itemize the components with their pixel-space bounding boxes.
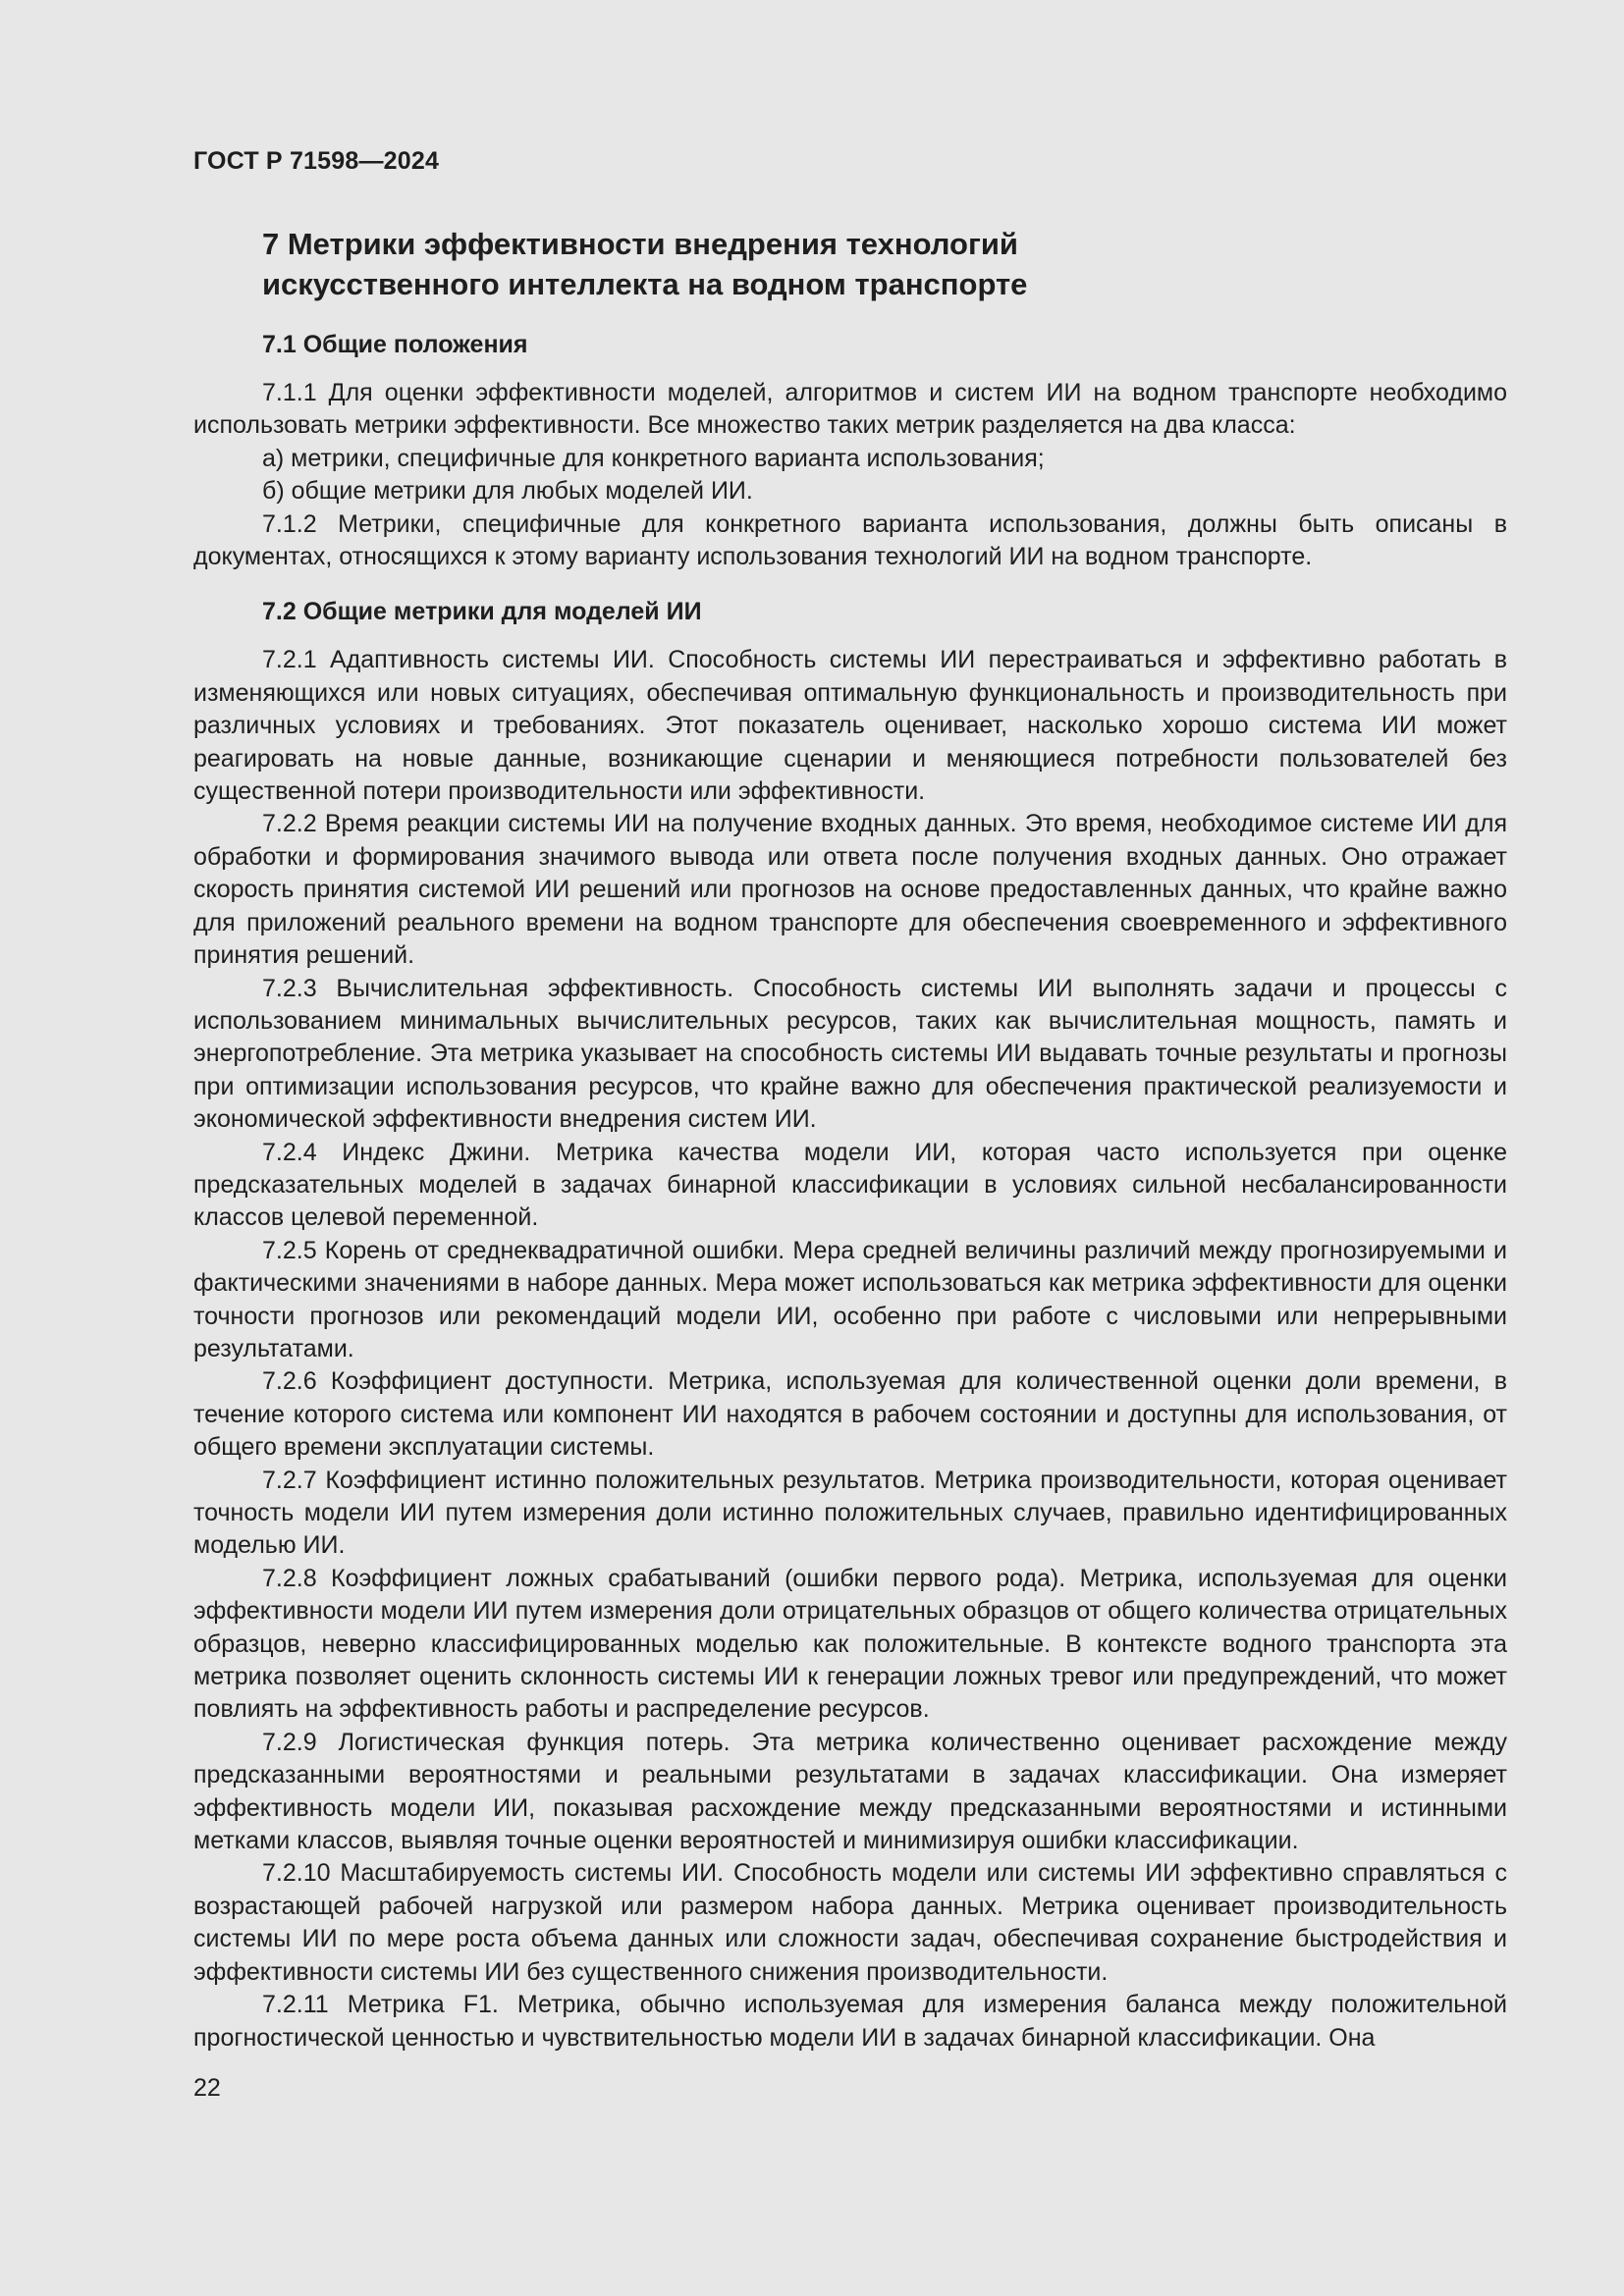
paragraph-7-2-7: 7.2.7 Коэффициент истинно положительных результатов. Метрика производительности, которая оценивает точность модели ИИ путем измерения доли истинно положительных случаев, правильно идентифицированных моделью ИИ. bbox=[193, 1466, 1507, 1560]
paragraph-7-2-10: 7.2.10 Масштабируемость системы ИИ. Способность модели или системы ИИ эффективно справляться с возрастающей рабочей нагрузкой или размером набора данных. Метрика оценивает производительность системы ИИ по мере роста объема данных или сложности задач, обеспечивая сохранение быстродействия и эффективности системы ИИ без существенного снижения производительности. bbox=[193, 1859, 1507, 1986]
section-title-line-2: искусственного интеллекта на водном транспорте bbox=[262, 267, 1028, 301]
page-number: 22 bbox=[193, 2074, 221, 2102]
paragraph-7-2-2: 7.2.2 Время реакции системы ИИ на получение входных данных. Это время, необходимое системе ИИ для обработки и формирования значимого вывода или ответа после получения входных данных. Оно отражает скорость принятия системой ИИ решений или прогнозов на основе предоставленных данных, что крайне важно для приложений реального времени на водном транспорте для обеспечения своевременного и эффективного принятия решений. bbox=[193, 810, 1507, 970]
subsection-metrics-body bbox=[193, 644, 1507, 2054]
subsection-general-body bbox=[193, 377, 1507, 573]
subsection-title-metrics: 7.2 Общие метрики для моделей ИИ bbox=[262, 598, 702, 626]
paragraph-7-1-1: 7.1.1 Для оценки эффективности моделей, алгоритмов и систем ИИ на водном транспорте необходимо использовать метрики эффективности. Все множество таких метрик разделяется на два класса: bbox=[193, 379, 1507, 440]
paragraph-7-1-2: 7.1.2 Метрики, специфичные для конкретного варианта использования, должны быть описаны в документах, относящихся к этому варианту использования технологий ИИ на водном транспорте. bbox=[193, 509, 1507, 571]
section-title-line-1: 7 Метрики эффективности внедрения технологий bbox=[262, 227, 1018, 261]
paragraph-7-2-9: 7.2.9 Логистическая функция потерь. Эта метрика количественно оценивает расхождение между предсказанными вероятностями и реальными результатами в задачах классификации. Она измеряет эффективность модели ИИ, показывая расхождение между предсказанными вероятностями и истинными метками классов, выявляя точные оценки вероятностей и минимизируя ошибки классификации. bbox=[193, 1728, 1507, 1855]
page-content bbox=[193, 224, 1507, 2055]
section-title bbox=[193, 224, 1507, 304]
paragraph-7-2-8: 7.2.8 Коэффициент ложных срабатываний (ошибки первого рода). Метрика, используемая для оценки эффективности модели ИИ путем измерения доли отрицательных образцов от общего количества отрицательных образцов, неверно классифицированных моделью как положительные. В контексте водного транспорта эта метрика позволяет оценить склонность системы ИИ к генерации ложных тревог или предупреждений, что может повлиять на эффективность работы и распределение ресурсов. bbox=[193, 1564, 1507, 1724]
document-header: ГОСТ Р 71598—2024 bbox=[193, 147, 440, 175]
paragraph-7-2-6: 7.2.6 Коэффициент доступности. Метрика, используемая для количественной оценки доли времени, в течение которого система или компонент ИИ находятся в рабочем состоянии и доступны для использования, от общего времени эксплуатации системы. bbox=[193, 1367, 1507, 1462]
list-item-b: б) общие метрики для любых моделей ИИ. bbox=[262, 477, 753, 506]
paragraph-7-2-3: 7.2.3 Вычислительная эффективность. Способность системы ИИ выполнять задачи и процессы с использованием минимальных вычислительных ресурсов, таких как вычислительная мощность, память и энергопотребление. Эта метрика указывает на способность системы ИИ выдавать точные результаты и прогнозы при оптимизации использования ресурсов, что крайне важно для обеспечения практической реализуемости и экономической эффективности внедрения систем ИИ. bbox=[193, 974, 1507, 1134]
paragraph-7-2-4: 7.2.4 Индекс Джини. Метрика качества модели ИИ, которая часто используется при оценке предсказательных моделей в задачах бинарной классификации в условиях сильной несбалансированности классов целевой переменной. bbox=[193, 1138, 1507, 1232]
paragraph-7-2-11: 7.2.11 Метрика F1. Метрика, обычно используемая для измерения баланса между положительной прогностической ценностью и чувствительностью модели ИИ в задачах бинарной классификации. Она bbox=[193, 1991, 1507, 2052]
subsection-title-general: 7.1 Общие положения bbox=[262, 331, 528, 358]
paragraph-7-2-1: 7.2.1 Адаптивность системы ИИ. Способность системы ИИ перестраиваться и эффективно работать в изменяющихся или новых ситуациях, обеспечивая оптимальную функциональность и производительность при различных условиях и требованиях. Этот показатель оценивает, насколько хорошо система ИИ может реагировать на новые данные, возникающие сценарии и меняющиеся потребности пользователей без существенной потери производительности или эффективности. bbox=[193, 646, 1507, 806]
list-item-a: а) метрики, специфичные для конкретного варианта использования; bbox=[262, 444, 1045, 472]
paragraph-7-2-5: 7.2.5 Корень от среднеквадратичной ошибки. Мера средней величины различий между прогнозируемыми и фактическими значениями в наборе данных. Мера может использоваться как метрика эффективности для оценки точности прогнозов или рекомендаций модели ИИ, особенно при работе с числовыми или непрерывными результатами. bbox=[193, 1236, 1507, 1362]
